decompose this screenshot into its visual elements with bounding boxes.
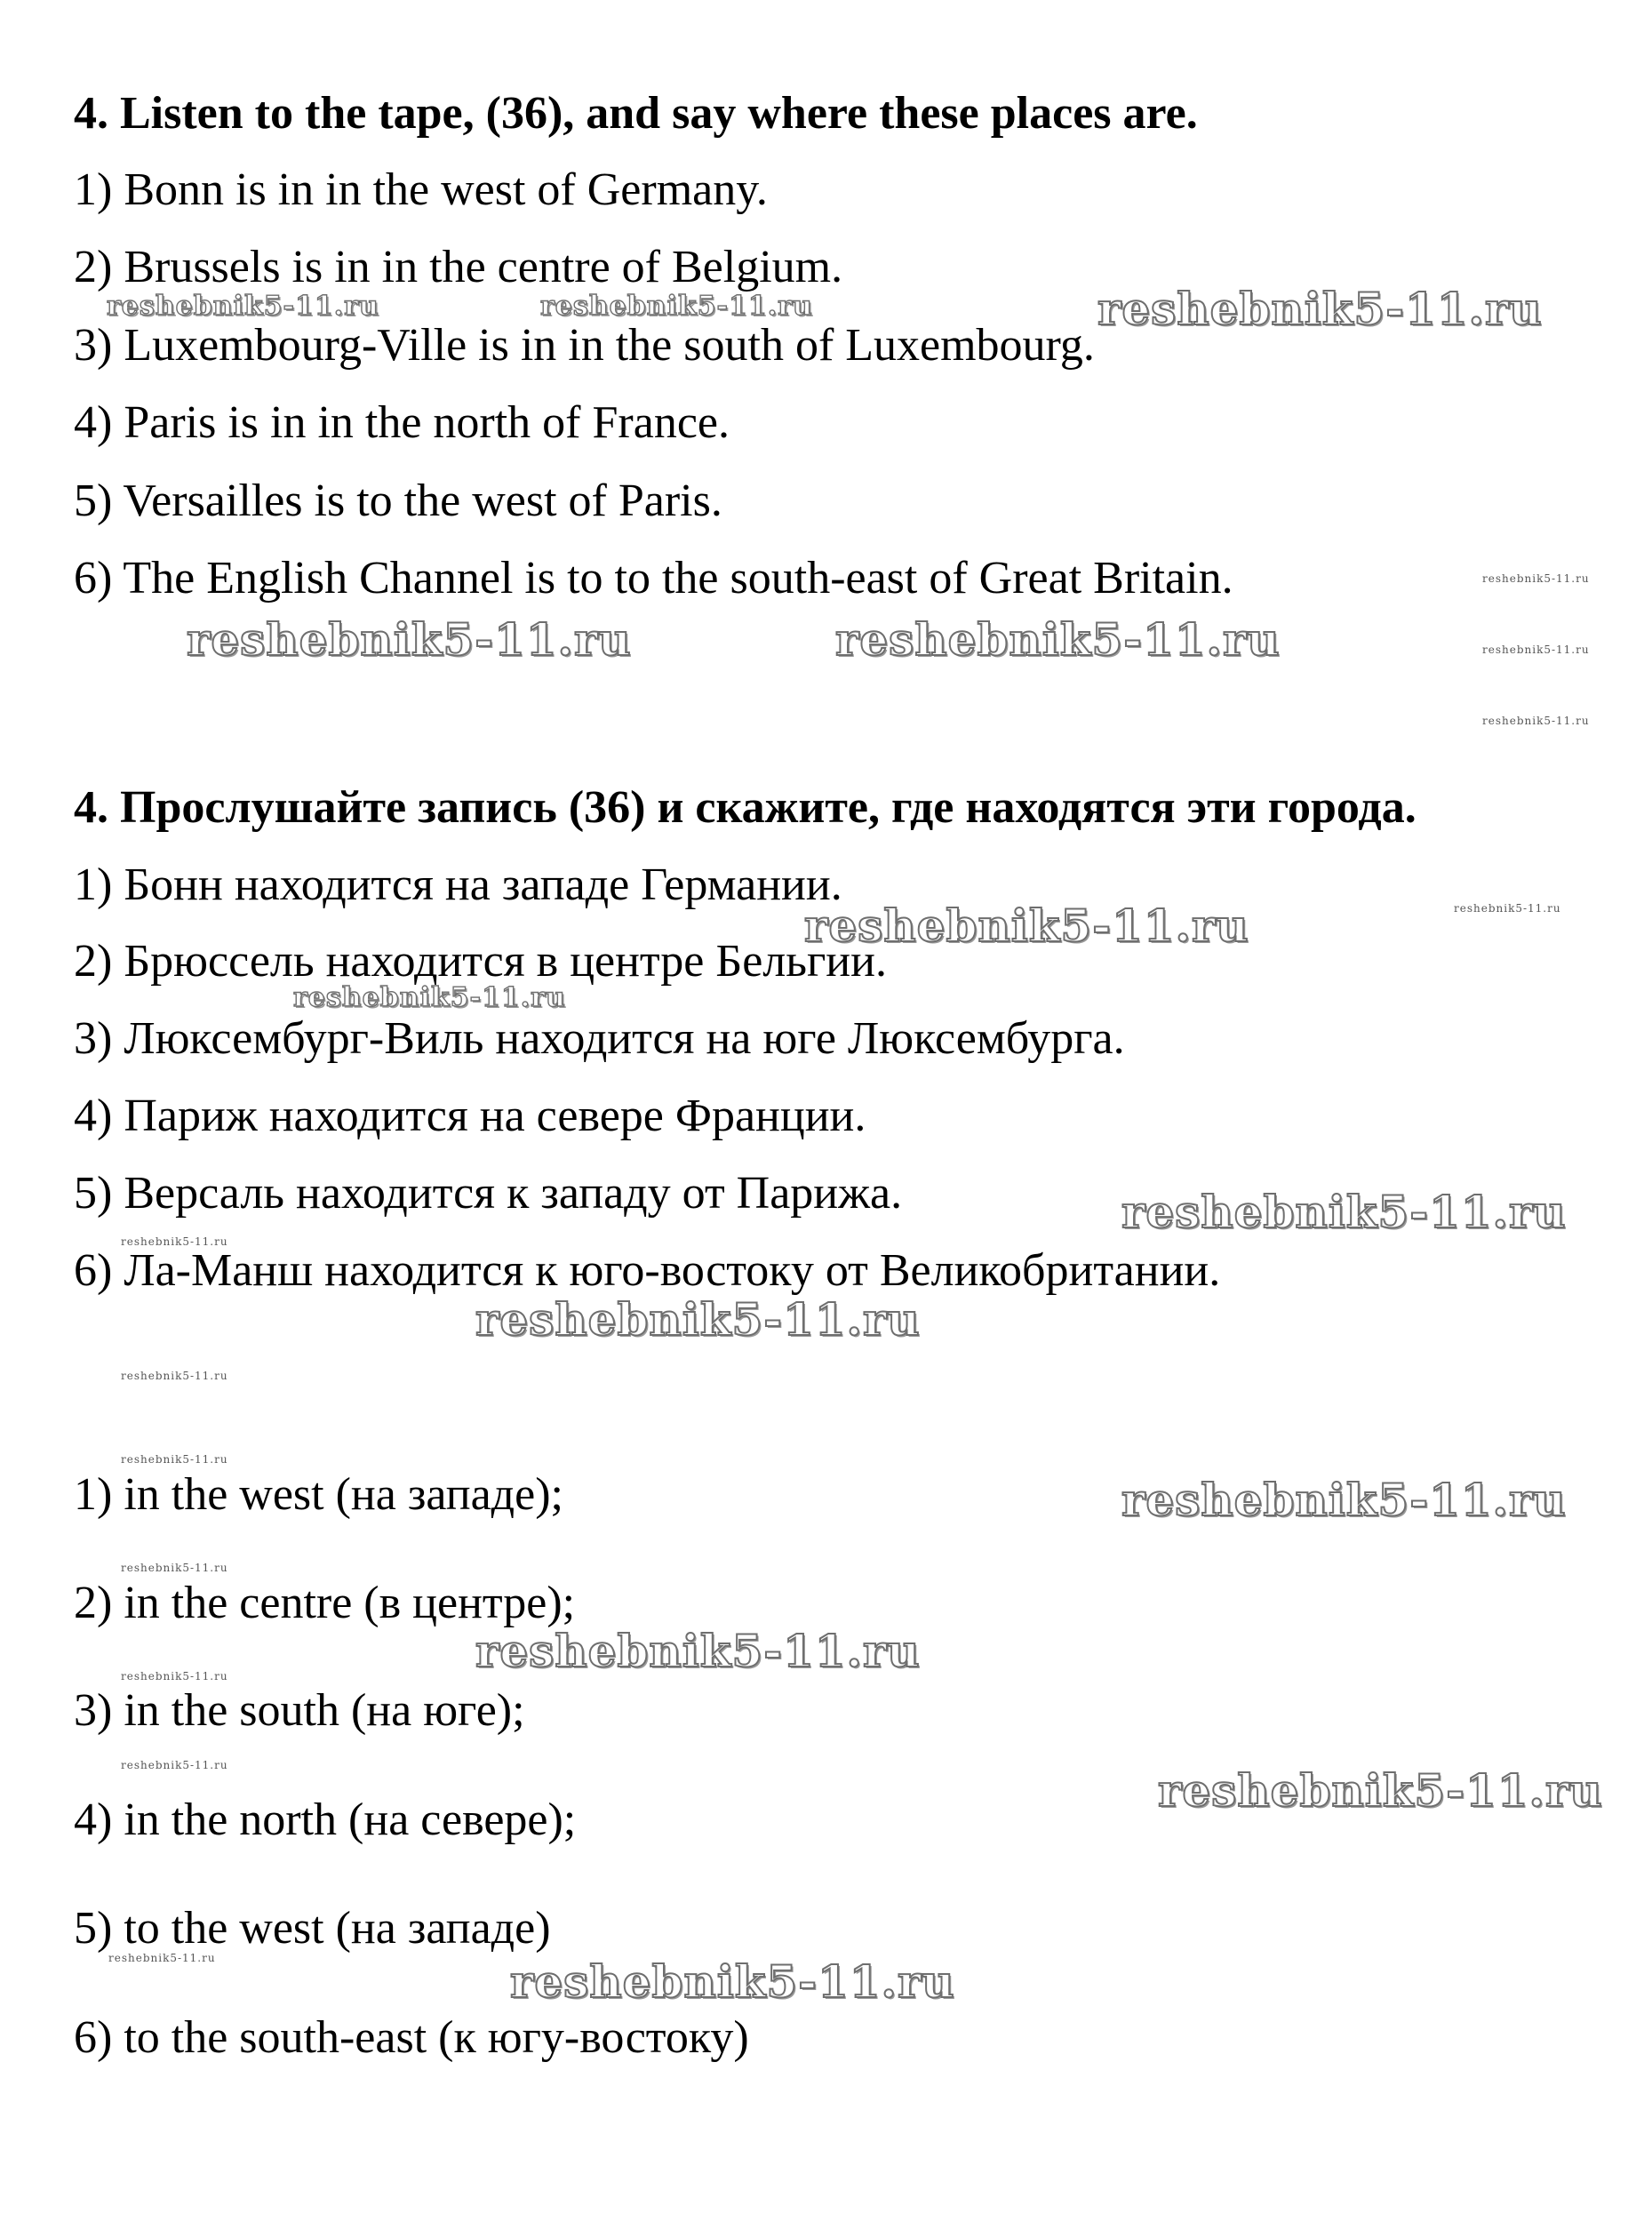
russian-item-4: 4) Париж находится на севере Франции. xyxy=(74,1091,866,1141)
watermark: reshebnik5-11.ru xyxy=(293,982,566,1013)
watermark: reshebnik5-11.ru xyxy=(107,291,379,322)
watermark: reshebnik5-11.ru xyxy=(1482,572,1590,585)
english-item-6: 6) The English Channel is to to the south-east of Great Britain. xyxy=(74,553,1233,603)
english-item-2: 2) Brussels is in in the centre of Belgium. xyxy=(74,242,843,292)
russian-item-1: 1) Бонн находится на западе Германии. xyxy=(74,859,842,910)
vocab-item-1: 1) in the west (на западе); xyxy=(74,1469,563,1520)
watermark: reshebnik5-11.ru xyxy=(187,613,632,666)
watermark: reshebnik5-11.ru xyxy=(1097,283,1543,335)
vocab-item-6: 6) to the south-east (к югу-востоку) xyxy=(74,2012,749,2063)
watermark: reshebnik5-11.ru xyxy=(108,1952,216,1964)
watermark: reshebnik5-11.ru xyxy=(475,1625,921,1677)
english-item-1: 1) Bonn is in in the west of Germany. xyxy=(74,164,768,215)
english-item-5: 5) Versailles is to the west of Paris. xyxy=(74,476,722,526)
vocab-item-2: 2) in the centre (в центре); xyxy=(74,1578,576,1628)
watermark: reshebnik5-11.ru xyxy=(121,1453,228,1466)
russian-item-2: 2) Брюссель находится в центре Бельгии. xyxy=(74,936,887,987)
watermark: reshebnik5-11.ru xyxy=(510,1955,955,2008)
watermark: reshebnik5-11.ru xyxy=(804,899,1249,952)
vocab-item-4: 4) in the north (на севере); xyxy=(74,1794,577,1845)
watermark: reshebnik5-11.ru xyxy=(1482,643,1590,656)
russian-heading: 4. Прослушайте запись (36) и скажите, где находятся эти города. xyxy=(74,782,1417,833)
watermark: reshebnik5-11.ru xyxy=(835,613,1281,666)
vocab-item-3: 3) in the south (на юге); xyxy=(74,1685,525,1736)
watermark: reshebnik5-11.ru xyxy=(540,291,813,322)
watermark: reshebnik5-11.ru xyxy=(475,1293,921,1346)
russian-item-5: 5) Версаль находится к западу от Парижа. xyxy=(74,1168,903,1219)
russian-item-3: 3) Люксембург-Виль находится на юге Люксембурга. xyxy=(74,1013,1125,1064)
watermark: reshebnik5-11.ru xyxy=(1121,1474,1567,1526)
watermark: reshebnik5-11.ru xyxy=(1482,715,1590,727)
watermark: reshebnik5-11.ru xyxy=(121,1235,228,1248)
english-heading: 4. Listen to the tape, (36), and say where these places are. xyxy=(74,88,1198,139)
watermark: reshebnik5-11.ru xyxy=(121,1370,228,1382)
watermark: reshebnik5-11.ru xyxy=(121,1759,228,1771)
watermark: reshebnik5-11.ru xyxy=(1454,902,1561,915)
english-item-4: 4) Paris is in in the north of France. xyxy=(74,397,730,448)
english-item-3: 3) Luxembourg-Ville is in in the south of Luxembourg. xyxy=(74,320,1095,371)
watermark: reshebnik5-11.ru xyxy=(121,1562,228,1574)
russian-item-6: 6) Ла-Манш находится к юго-востоку от Великобритании. xyxy=(74,1245,1221,1296)
watermark: reshebnik5-11.ru xyxy=(1158,1764,1603,1817)
watermark: reshebnik5-11.ru xyxy=(121,1670,228,1682)
vocab-item-5: 5) to the west (на западе) xyxy=(74,1903,551,1954)
watermark: reshebnik5-11.ru xyxy=(1121,1186,1567,1238)
